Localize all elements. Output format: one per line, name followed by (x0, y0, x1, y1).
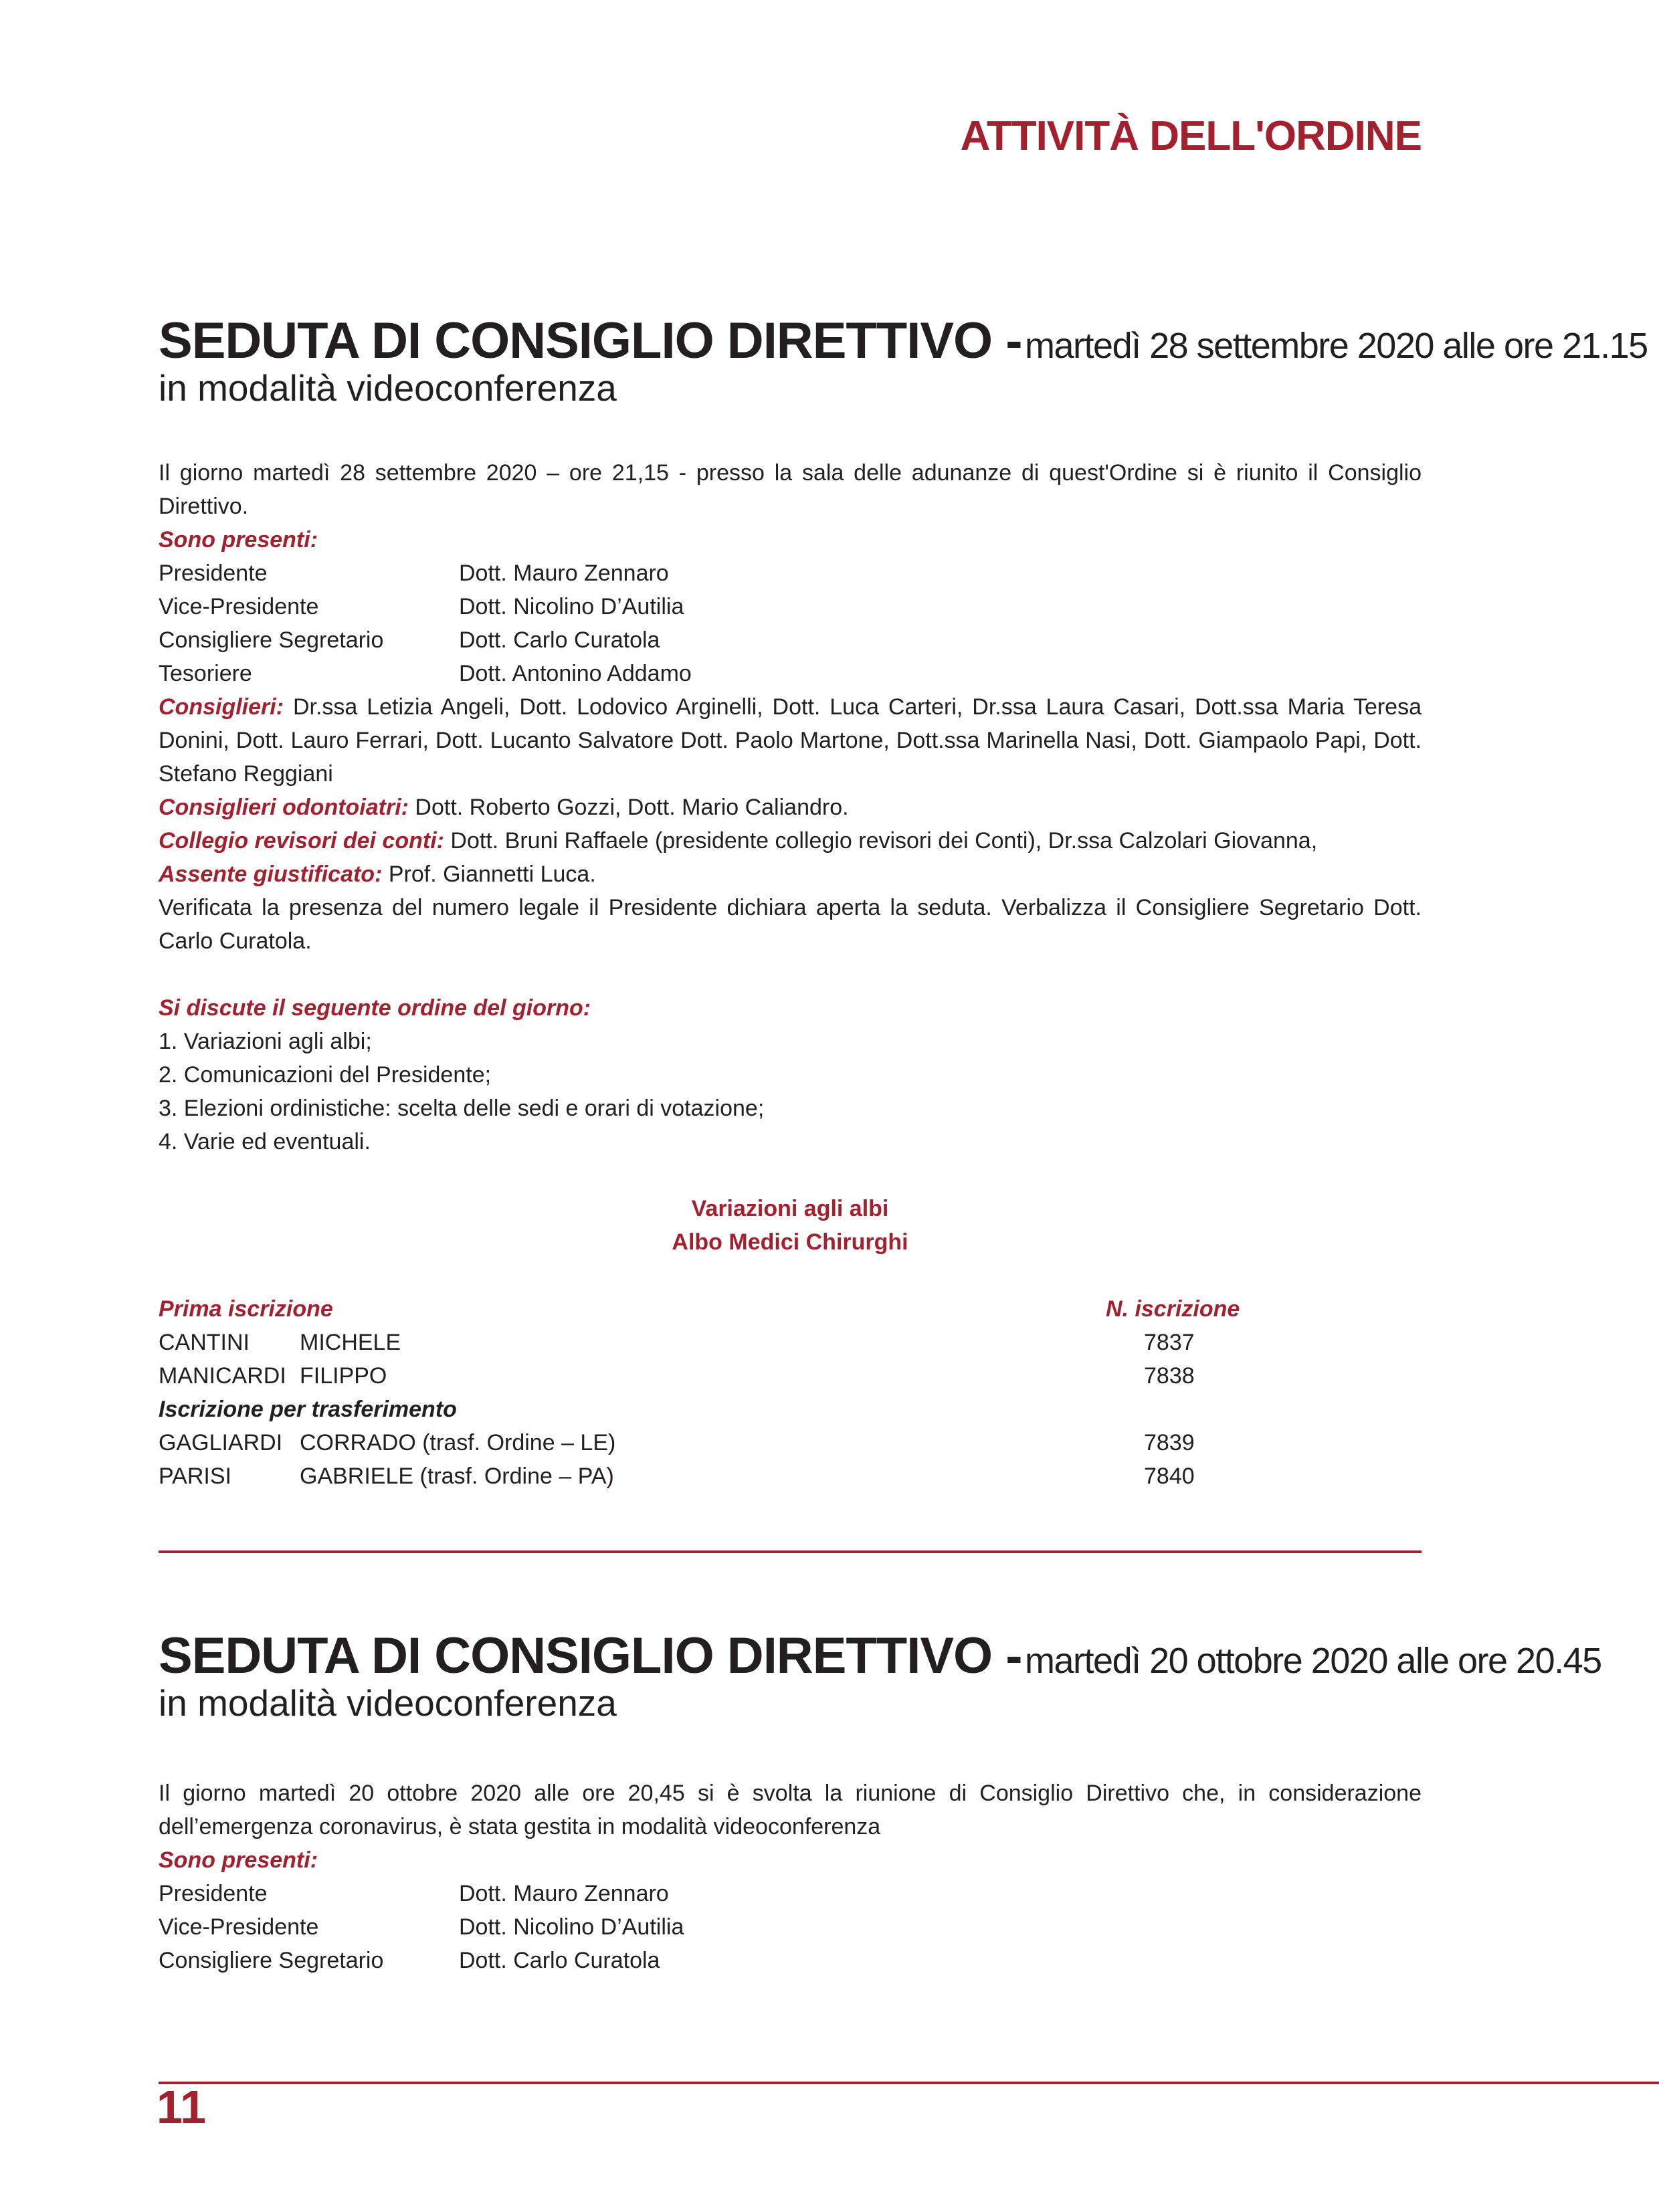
page-number: 11 (157, 2081, 206, 2133)
meeting-title-2-main: SEDUTA DI CONSIGLIO DIRETTIVO - (159, 1627, 1022, 1684)
table-row-surname: GAGLIARDI (159, 1430, 283, 1455)
consiglieri-label: Consiglieri: (159, 694, 284, 720)
officer-role: Presidente (159, 561, 268, 586)
officer-name: Dott. Nicolino D’Autilia (459, 594, 684, 619)
present-label-2: Sono presenti: (159, 1847, 318, 1873)
odontoiatri-label: Consiglieri odontoiatri: (159, 795, 409, 820)
officer-name: Dott. Carlo Curatola (459, 1948, 660, 1973)
table-row-number: 7839 (1144, 1430, 1195, 1455)
officer-role: Tesoriere (159, 661, 252, 686)
prima-iscrizione-label: Prima iscrizione (159, 1296, 333, 1322)
section-divider (159, 1550, 1422, 1553)
agenda-item: 1. Variazioni agli albi; (159, 1029, 372, 1054)
officer-role: Presidente (159, 1881, 268, 1906)
table-row-name: GABRIELE (trasf. Ordine – PA) (300, 1464, 614, 1489)
agenda-label: Si discute il seguente ordine del giorno: (159, 995, 591, 1021)
table-row-surname: PARISI (159, 1464, 231, 1489)
meeting-title-2-date: martedì 20 ottobre 2020 alle ore 20.45 (1025, 1641, 1601, 1681)
officer-name: Dott. Mauro Zennaro (459, 561, 669, 586)
meeting-1-intro: Il giorno martedì 28 settembre 2020 – ore 21,15 - presso la sala delle adunanze di quest'Ordine si è riunito il Consiglio Direttivo. (159, 460, 1422, 519)
meeting-2-intro: Il giorno martedì 20 ottobre 2020 alle ore 20,45 si è svolta la riunione di Consiglio Direttivo che, in considerazione dell’emergenza coronavirus, è stata gestita in modalità videoconferenza (159, 1781, 1422, 1839)
table-row-number: 7840 (1144, 1464, 1195, 1489)
odontoiatri-text: Dott. Roberto Gozzi, Dott. Mario Caliandro. (408, 795, 849, 820)
table-row-number: 7838 (1144, 1363, 1195, 1389)
assente-line (159, 858, 596, 891)
meeting-title-1-date: martedì 28 settembre 2020 alle ore 21.15 (1025, 326, 1648, 366)
agenda-item: 4. Varie ed eventuali. (159, 1129, 371, 1154)
assente-text: Prof. Giannetti Luca. (382, 862, 596, 887)
table-row-surname: CANTINI (159, 1330, 250, 1355)
assente-label: Assente giustificato: (159, 862, 383, 887)
revisori-line (159, 824, 1317, 858)
officer-role: Vice-Presidente (159, 594, 319, 619)
meeting-title-1-main: SEDUTA DI CONSIGLIO DIRETTIVO - (159, 312, 1022, 369)
meeting-title-2 (159, 1627, 1601, 1685)
verifica-paragraph: Verificata la presenza del numero legale il Presidente dichiara aperta la seduta. Verbalizza il Consigliere Segretario Dott. Carlo Curatola. (159, 895, 1422, 954)
meeting-subtitle-1: in modalità videoconferenza (159, 367, 617, 409)
revisori-text: Dott. Bruni Raffaele (presidente collegio revisori dei Conti), Dr.ssa Calzolari Giovanna, (444, 828, 1318, 853)
officer-name: Dott. Carlo Curatola (459, 627, 660, 653)
variazioni-title: Variazioni agli albi (691, 1196, 889, 1221)
present-label-1: Sono presenti: (159, 527, 318, 552)
table-row-name: FILIPPO (300, 1363, 387, 1389)
revisori-label: Collegio revisori dei conti: (159, 828, 444, 853)
consiglieri-text: Dr.ssa Letizia Angeli, Dott. Lodovico Arginelli, Dott. Luca Carteri, Dr.ssa Laura Casari, Dott.ssa Maria Teresa Donini, Dott. Lauro Ferrari, Dott. Lucanto Salvatore Dott. Paolo Martone, Dott.ssa Marinella Nasi, Dott. Giampaolo Papi, Dott. Stefano Reggiani (159, 694, 1422, 787)
odontoiatri-line (159, 791, 849, 824)
officer-name: Dott. Nicolino D’Autilia (459, 1914, 684, 1940)
officer-name: Dott. Mauro Zennaro (459, 1881, 669, 1906)
meeting-title-1 (159, 312, 1648, 370)
albo-title: Albo Medici Chirurghi (672, 1229, 908, 1255)
section-header-title: ATTIVITÀ DELL'ORDINE (960, 113, 1422, 159)
officer-role: Vice-Presidente (159, 1914, 319, 1940)
footer-rule (159, 2082, 1659, 2084)
table-row-surname: MANICARDI (159, 1363, 286, 1389)
trasferimento-label: Iscrizione per trasferimento (159, 1397, 457, 1422)
n-iscrizione-label: N. iscrizione (1106, 1296, 1240, 1322)
table-row-number: 7837 (1144, 1330, 1195, 1355)
table-row-name: MICHELE (300, 1330, 401, 1355)
table-row-name: CORRADO (trasf. Ordine – LE) (300, 1430, 616, 1455)
consiglieri-paragraph (159, 690, 1422, 791)
officer-role: Consigliere Segretario (159, 627, 384, 653)
officer-role: Consigliere Segretario (159, 1948, 384, 1973)
agenda-item: 3. Elezioni ordinistiche: scelta delle sedi e orari di votazione; (159, 1096, 765, 1121)
meeting-subtitle-2: in modalità videoconferenza (159, 1682, 617, 1724)
agenda-item: 2. Comunicazioni del Presidente; (159, 1062, 492, 1088)
officer-name: Dott. Antonino Addamo (459, 661, 692, 686)
